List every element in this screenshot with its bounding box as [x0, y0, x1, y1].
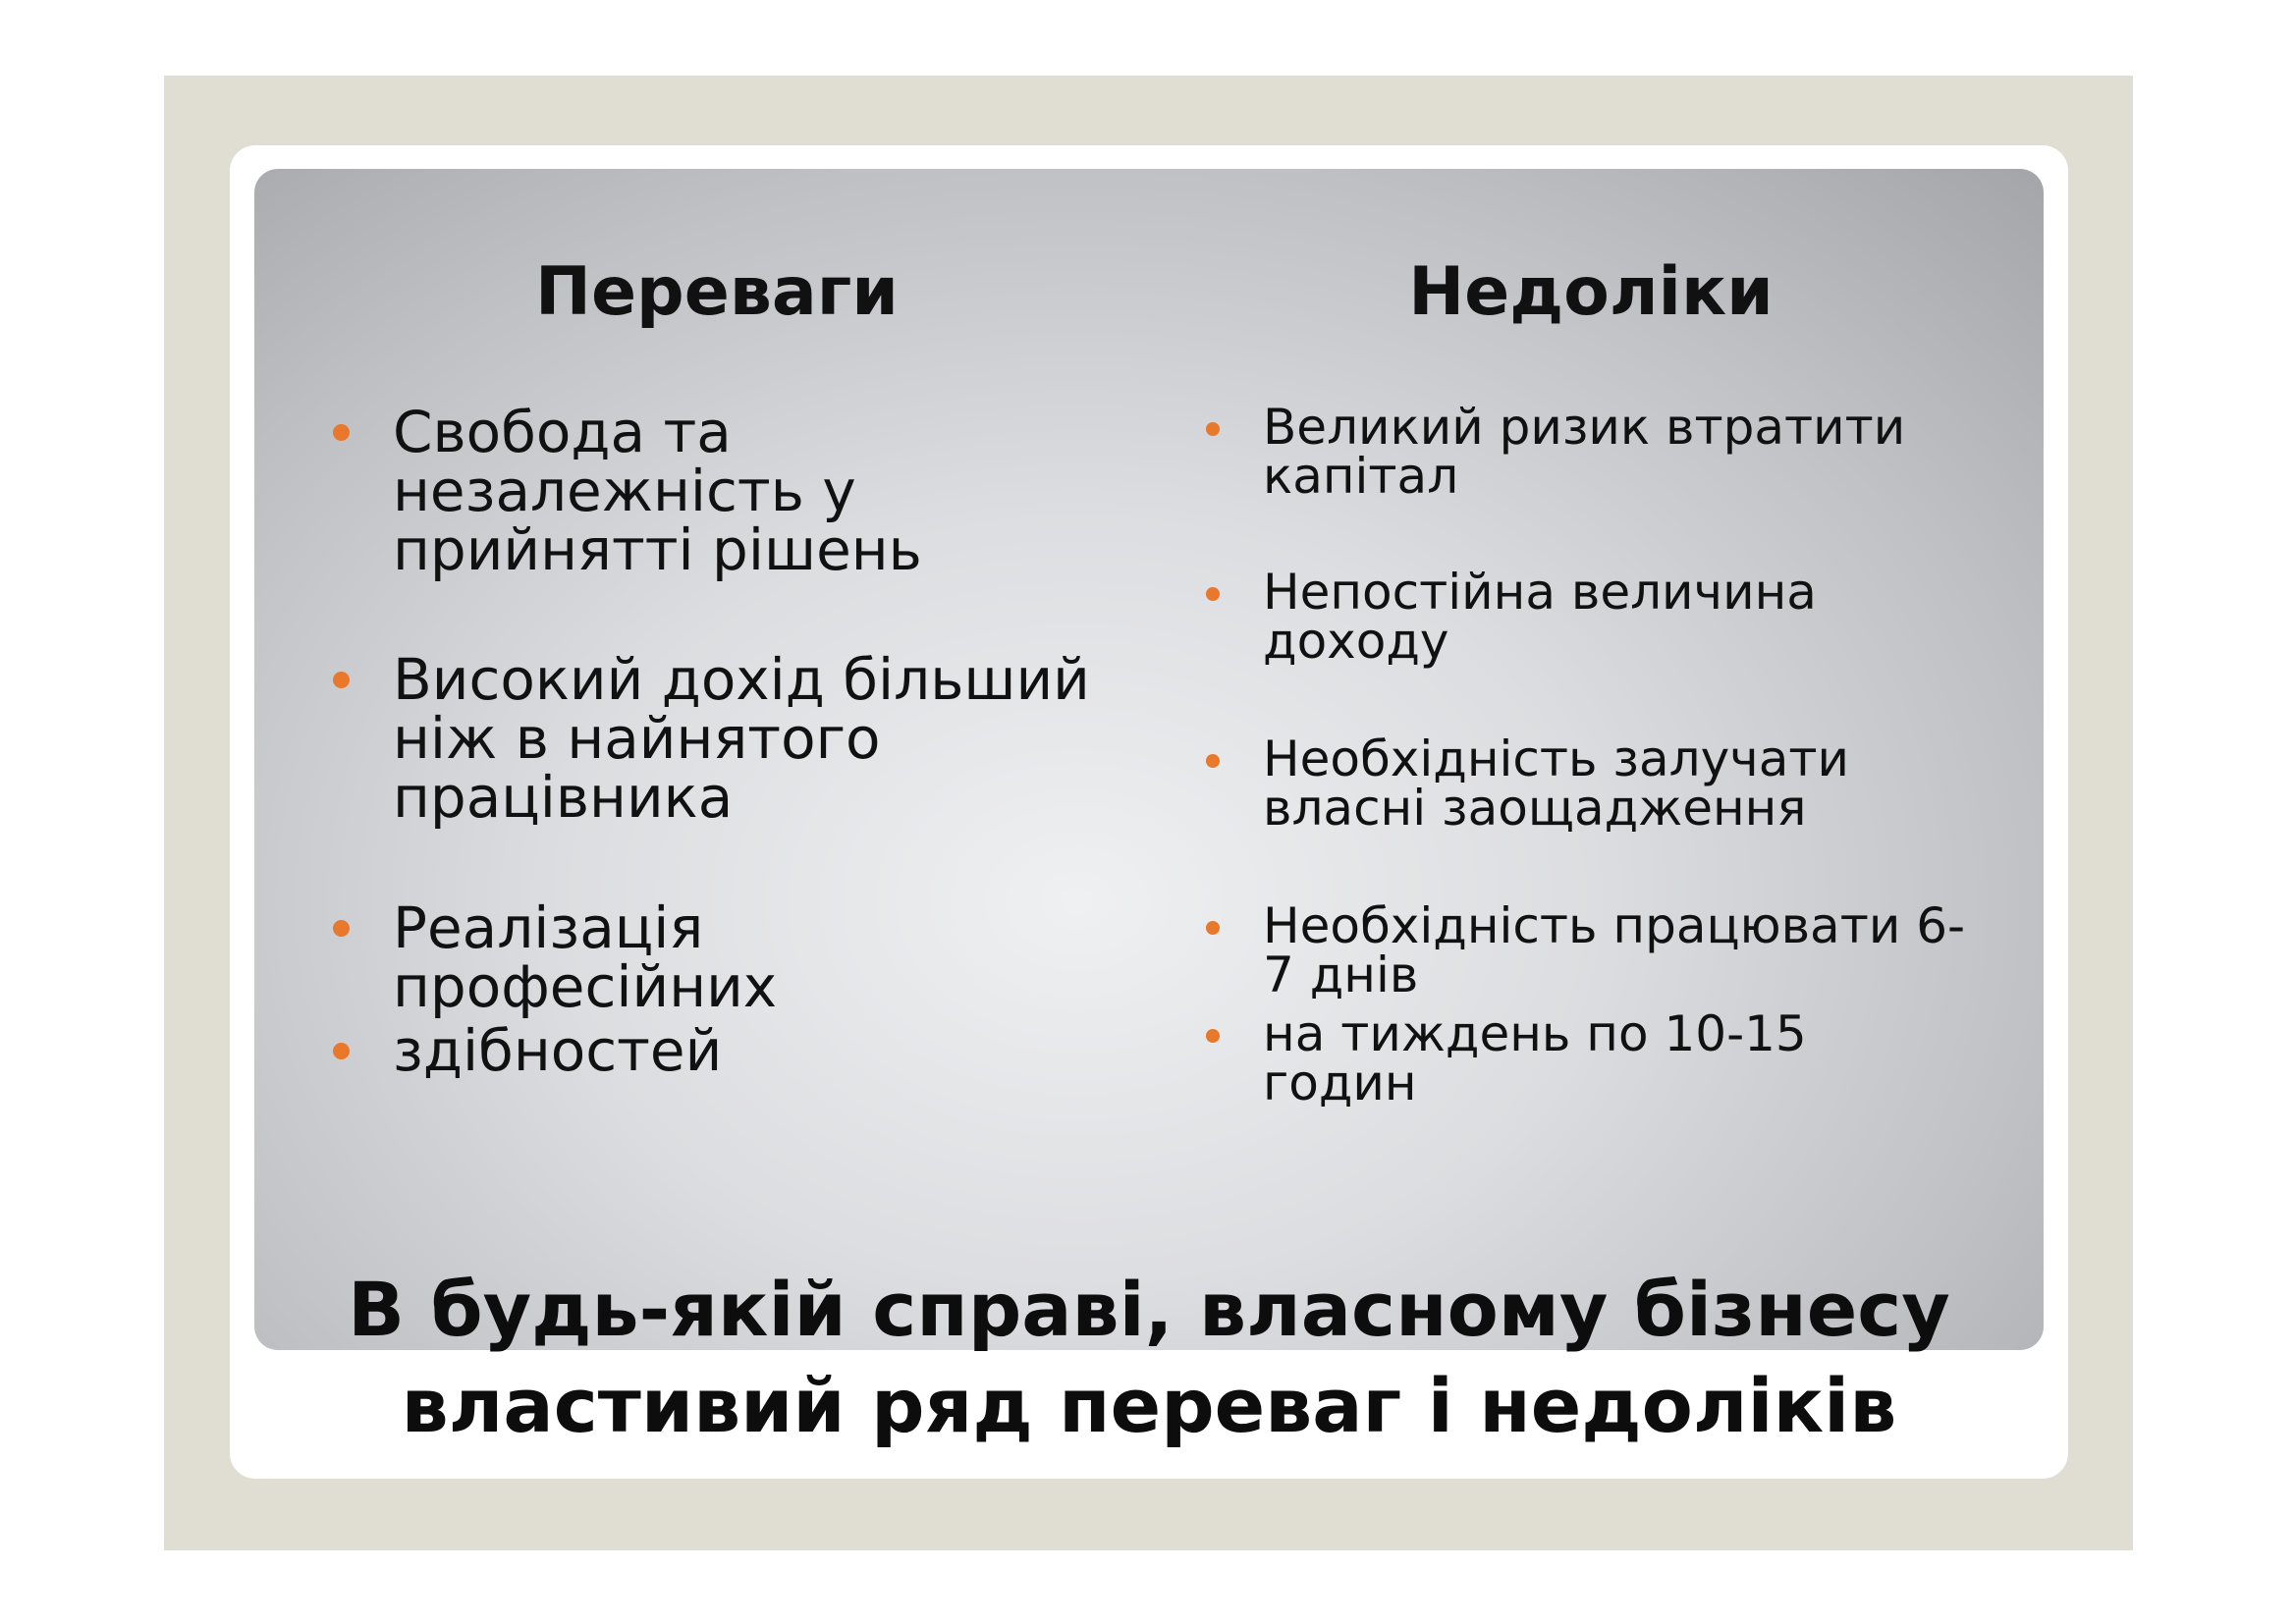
- list-item-line: професійних: [393, 953, 778, 1020]
- slide-title-line-2: властивий ряд переваг і недоліків: [401, 1362, 1897, 1449]
- bullet-dot-icon: [333, 920, 350, 937]
- list-item-line: Великий ризик втратити: [1263, 399, 1906, 456]
- list-item-line: Необхідність залучати: [1263, 731, 1849, 787]
- list-item-line: незалежність у: [393, 458, 856, 524]
- disadvantages-heading: Недоліки: [1408, 253, 1774, 331]
- slide-title: [230, 1262, 2068, 1454]
- list-item-line: 7 днів: [1263, 947, 1419, 1003]
- list-item-line: доходу: [1263, 613, 1449, 670]
- bullet-dot-icon: [333, 1043, 350, 1059]
- bullet-dot-icon: [1206, 921, 1220, 935]
- list-item-line: ніж в найнятого: [393, 705, 881, 772]
- bullet-dot-icon: [333, 672, 350, 688]
- list-item-line: капітал: [1263, 448, 1459, 505]
- list-item-line: працівника: [393, 764, 734, 831]
- bullet-dot-icon: [1206, 1029, 1220, 1043]
- list-item-line: Свобода та: [393, 399, 732, 465]
- list-item-line: на тиждень по 10-15: [1263, 1005, 1807, 1062]
- list-item-line: Реалізація: [393, 894, 704, 961]
- list-item-line: Високий дохід більший: [393, 646, 1090, 713]
- list-item-line: Непостійна величина: [1263, 564, 1817, 621]
- list-item-line: прийнятті рішень: [393, 516, 922, 583]
- list-item-line: власні заощадження: [1263, 780, 1807, 837]
- bullet-dot-icon: [1206, 754, 1220, 768]
- list-item-line: здібностей: [393, 1017, 723, 1084]
- list-item-line: Необхідність працювати 6-: [1263, 897, 1966, 954]
- bullet-dot-icon: [1206, 587, 1220, 601]
- list-item-line: годин: [1263, 1055, 1417, 1111]
- bullet-dot-icon: [333, 424, 350, 441]
- bullet-dot-icon: [1206, 422, 1220, 436]
- slide-title-line-1: В будь-якій справі, власному бізнесу: [348, 1266, 1950, 1353]
- advantages-heading: Переваги: [535, 253, 899, 331]
